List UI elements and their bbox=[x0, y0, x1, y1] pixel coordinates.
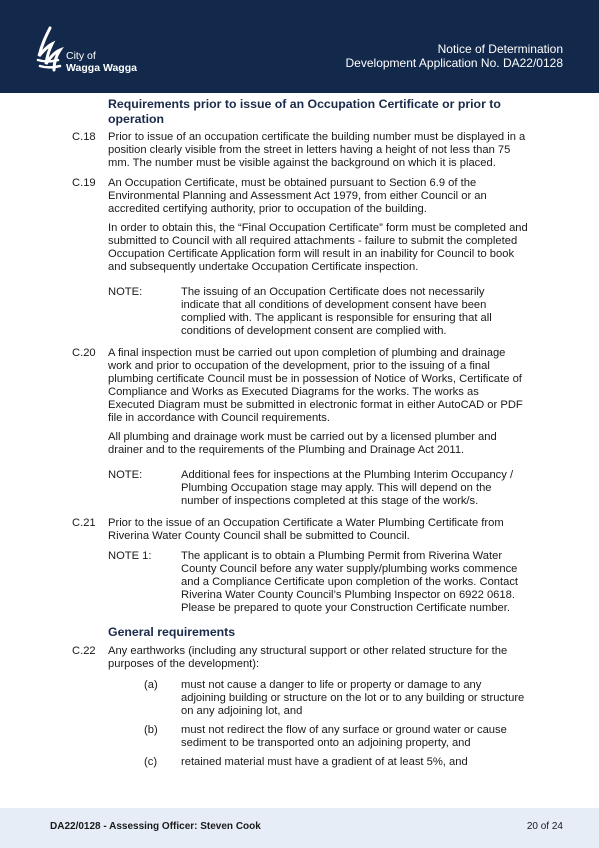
condition-text-c20-para2: All plumbing and drainage work must be carried out by a licensed plumber and drainer and to the requirements of the Plumbing and Drainage Act 2011. bbox=[108, 431, 497, 456]
condition-text-c22: Any earthworks (including any structural support or other related structure for the purposes of the development): bbox=[108, 645, 508, 670]
condition-number-c20: C.20 bbox=[72, 347, 96, 359]
document-title-line-2: Development Application No. DA22/0128 bbox=[345, 56, 563, 70]
note-text-c20: Additional fees for inspections at the Plumbing Interim Occupancy / Plumbing Occupation stage may apply. This will depend on the number of inspections completed at this stage of the work/s. bbox=[181, 469, 514, 507]
page-footer bbox=[0, 808, 599, 848]
note-label-c21: NOTE 1: bbox=[108, 550, 152, 562]
condition-text-c19: An Occupation Certificate, must be obtained pursuant to Section 6.9 of the Environmental Planning and Assessment Act 1979, from either Council or an accredited certifying authority, prior to occupation of the building. bbox=[108, 177, 487, 215]
condition-number-c19: C.19 bbox=[72, 177, 96, 189]
council-crest-icon bbox=[36, 26, 66, 72]
list-item-label: (a) bbox=[144, 679, 158, 691]
note-label-c20: NOTE: bbox=[108, 469, 143, 481]
list-item-label: (c) bbox=[144, 756, 158, 768]
logo-line-1: City of bbox=[66, 50, 96, 62]
list-item-text: must not cause a danger to life or property or damage to any adjoining building or structure on the lot or to any building or structure on any adjoining lot, and bbox=[181, 679, 525, 717]
section-title-occupation: Requirements prior to issue of an Occupation Certificate or prior to operation bbox=[108, 97, 501, 126]
condition-number-c21: C.21 bbox=[72, 517, 96, 529]
note-label-c19: NOTE: bbox=[108, 286, 143, 298]
note-text-c21: The applicant is to obtain a Plumbing Permit from Riverina Water County Council before any water supply/plumbing works commence and a Compliance Certificate upon completion of the works. Contact Riverina Water County Council’s Plumbing Inspector on 6922 0618. Please be prepared to quote your Construction Certificate number. bbox=[181, 550, 519, 614]
condition-text-c19-para2: In order to obtain this, the “Final Occupation Certificate” form must be completed and submitted to Council with all required attachments - failure to submit the completed Occupation Certificate Application form will result in an inability for Council to book and subsequently undertake Occupation Certificate inspection. bbox=[108, 222, 528, 273]
condition-number-c18: C.18 bbox=[72, 131, 96, 143]
note-text-c19: The issuing of an Occupation Certificate does not necessarily indicate that all conditions of development consent have been complied with. The applicant is responsible for ensuring that all conditions of development consent are complied with. bbox=[181, 286, 492, 337]
council-logo bbox=[36, 26, 146, 78]
condition-number-c22: C.22 bbox=[72, 645, 96, 657]
footer-officer: DA22/0128 - Assessing Officer: Steven Cook bbox=[50, 821, 261, 832]
logo-line-2: Wagga Wagga bbox=[66, 62, 137, 74]
list-item-text: must not redirect the flow of any surface or ground water or cause sediment to be transported onto an adjoining property, and bbox=[181, 724, 507, 749]
document-title-line-1: Notice of Determination bbox=[437, 42, 563, 56]
condition-text-c18: Prior to issue of an occupation certificate the building number must be displayed in a position clearly visible from the street in letters having a height of not less than 75 mm. The number must be visible against the background on which it is placed. bbox=[108, 131, 526, 169]
document-title bbox=[346, 42, 563, 70]
condition-text-c20: A final inspection must be carried out upon completion of plumbing and drainage work and prior to occupation of the development, prior to the issuing of a final plumbing certificate Council must be in possession of Notice of Works, Certificate of Compliance and Works as Executed Diagrams for the works. The works as Executed Diagram must be submitted in electronic format in either AutoCAD or PDF file in accordance with Council requirements. bbox=[108, 347, 523, 424]
list-item-text: retained material must have a gradient of at least 5%, and bbox=[181, 756, 468, 768]
page-number: 20 of 24 bbox=[526, 821, 563, 832]
section-title-general: General requirements bbox=[108, 625, 236, 639]
condition-text-c21: Prior to the issue of an Occupation Certificate a Water Plumbing Certificate from Riverina Water County Council shall be submitted to Council. bbox=[108, 517, 504, 542]
logo-text bbox=[66, 50, 137, 74]
page-header bbox=[0, 0, 599, 93]
list-item-label: (b) bbox=[144, 724, 158, 736]
